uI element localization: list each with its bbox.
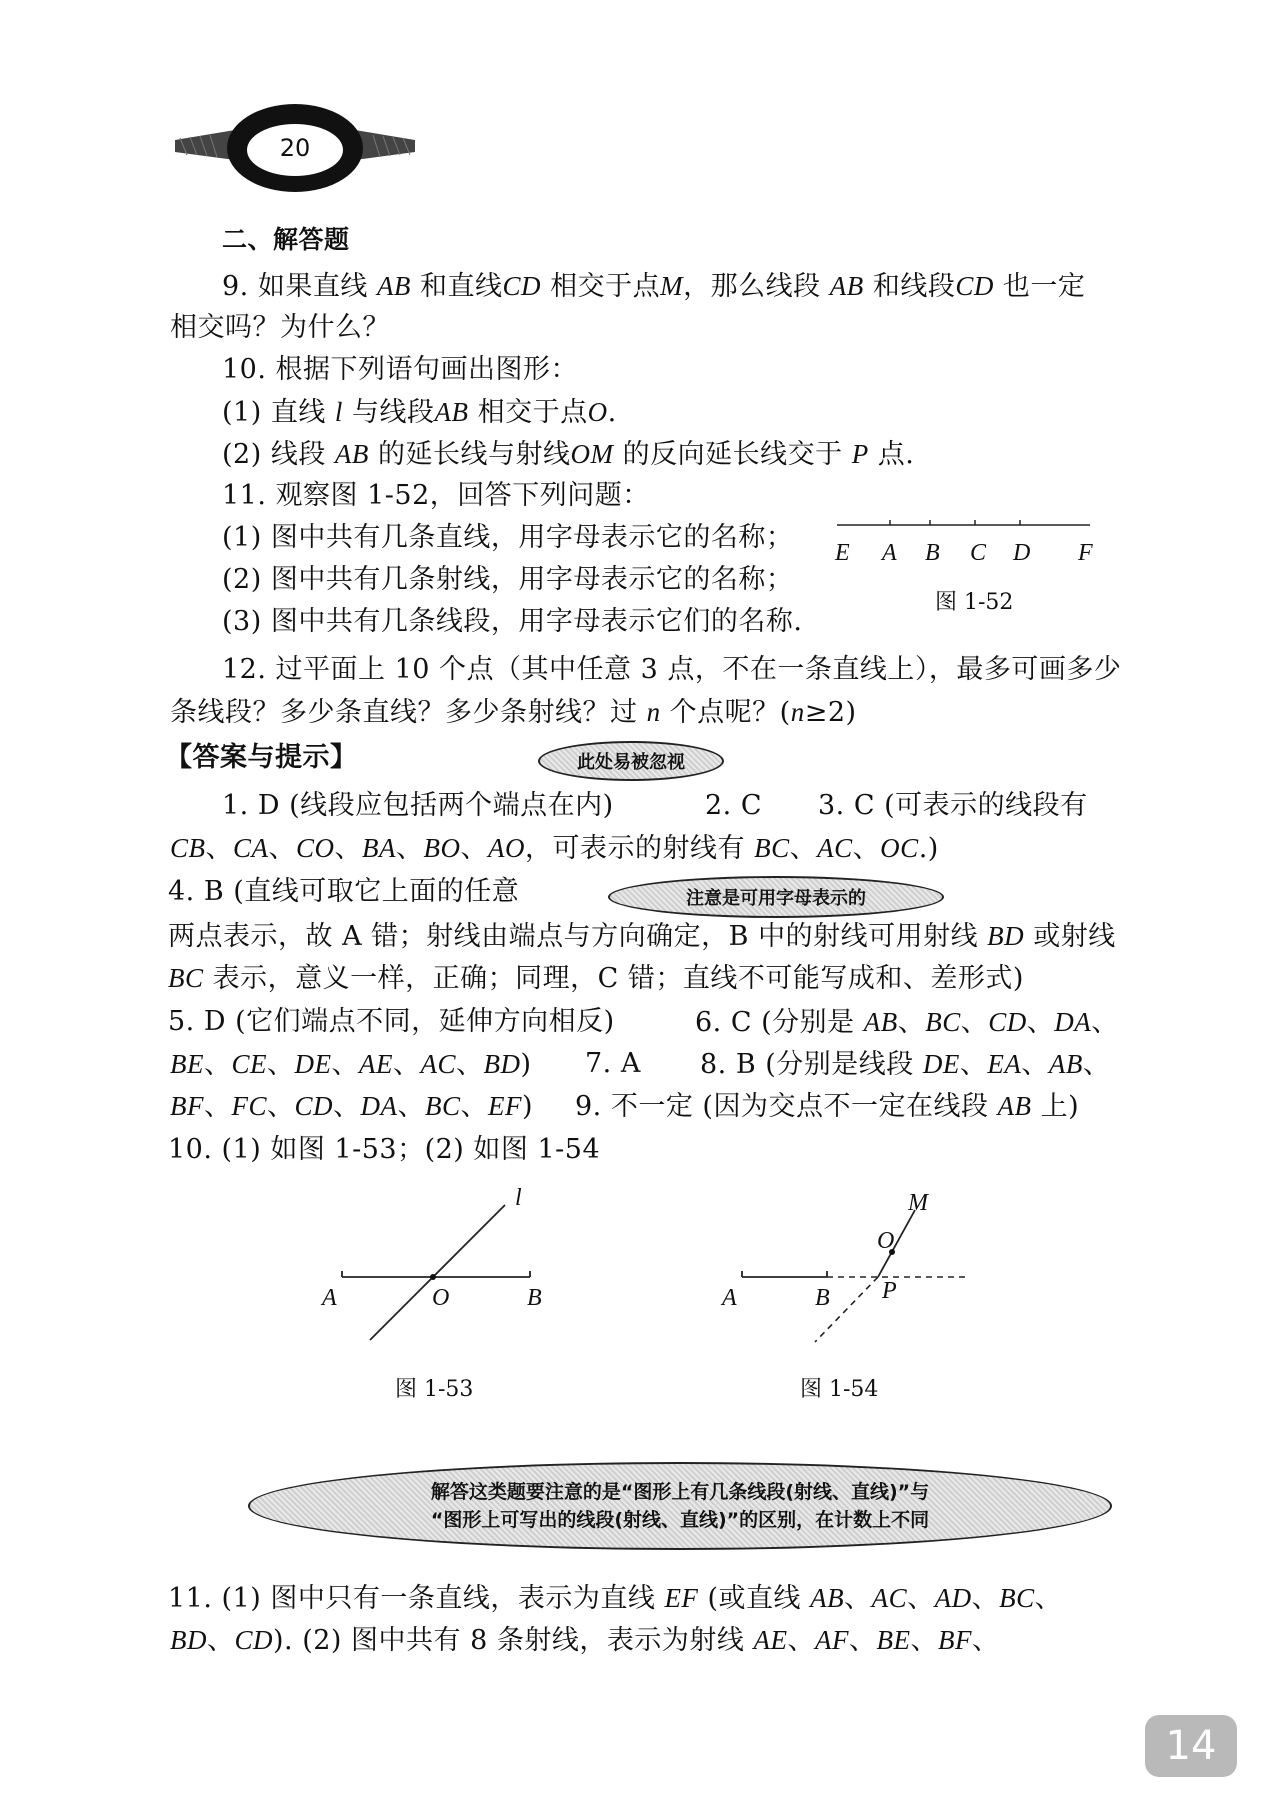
answer-11-line1: 11. (1) 图中只有一条直线，表示为直线 EF (或直线 AB、AC、AD、BC、 [168, 1583, 1063, 1614]
fig153-label-B: B [527, 1285, 542, 1311]
note-badge-letters: 注意是可用字母表示的 [608, 876, 944, 918]
fig154-caption: 图 1-54 [800, 1377, 879, 1402]
answers-header: 【答案与提示】 [165, 742, 358, 773]
answer-11-line2: BD、CD). (2) 图中共有 8 条射线，表示为射线 AE、AF、BE、BF、 [170, 1625, 1000, 1656]
page-indicator-badge[interactable]: 14 [1145, 1715, 1237, 1777]
page-number: 20 [279, 134, 311, 162]
answer-6: 6. C (分别是 AB、BC、CD、DA、 [695, 1007, 1119, 1038]
question-10-part2: (2) 线段 AB 的延长线与射线OM 的反向延长线交于 P 点. [222, 439, 915, 470]
section-title: 二、解答题 [222, 225, 350, 254]
answer-4-line2: 两点表示，故 A 错；射线由端点与方向确定，B 中的射线可用射线 BD 或射线 [168, 921, 1116, 952]
answer-3-line2: CB、CA、CO、BA、BO、AO，可表示的射线有 BC、AC、OC.) [170, 833, 939, 864]
fig152-caption: 图 1-52 [935, 590, 1014, 615]
question-9-line1: 9. 如果直线 AB 和直线CD 相交于点M，那么线段 AB 和线段CD 也一定 [222, 271, 1086, 302]
fig154-label-P: P [882, 1278, 897, 1304]
note-badge-overlooked: 此处易被忽视 [538, 741, 724, 781]
fig152-label-E: E [835, 540, 850, 566]
note-badge-counting-line2: “图形上可写出的线段(射线、直线)”的区别，在计数上不同 [430, 1509, 930, 1531]
answer-8-line2: BF、FC、CD、DA、BC、EF) [170, 1091, 534, 1122]
fig153-caption: 图 1-53 [395, 1377, 474, 1402]
fig153-label-O: O [432, 1285, 450, 1311]
question-11-part1: (1) 图中共有几条直线，用字母表示它的名称； [222, 522, 794, 553]
figure-1-53-diagram [330, 1190, 550, 1350]
question-9-line2: 相交吗？为什么？ [170, 312, 390, 343]
fig152-label-C: C [970, 540, 987, 566]
fig154-label-A: A [722, 1285, 737, 1311]
fig154-label-O: O [877, 1228, 895, 1254]
question-11-part2: (2) 图中共有几条射线，用字母表示它的名称； [222, 564, 794, 595]
answer-2: 2. C [705, 790, 763, 821]
answer-10: 10. (1) 如图 1-53；(2) 如图 1-54 [168, 1134, 601, 1165]
answer-7: 7. A [585, 1048, 641, 1079]
fig153-label-A: A [322, 1285, 337, 1311]
note-badge-counting-line1: 解答这类题要注意的是“图形上有几条线段(射线、直线)”与 [430, 1481, 930, 1503]
fig153-label-l: l [515, 1185, 522, 1211]
fig152-label-B: B [925, 540, 940, 566]
answer-4-line3: BC 表示，意义一样，正确；同理，C 错；直线不可能写成和、差形式) [168, 963, 1024, 994]
answer-4: 4. B (直线可取它上面的任意 [168, 876, 520, 907]
note-badge-counting [248, 1462, 1112, 1550]
answer-1: 1. D (线段应包括两个端点在内) [222, 790, 614, 821]
answer-8: 8. B (分别是线段 DE、EA、AB、 [700, 1049, 1111, 1080]
figure-1-52-line [835, 515, 1095, 535]
question-12-line1: 12. 过平面上 10 个点（其中任意 3 点，不在一条直线上），最多可画多少 [222, 654, 1122, 685]
fig152-label-A: A [882, 540, 897, 566]
answer-6-line2: BE、CE、DE、AE、AC、BD) [170, 1049, 532, 1080]
fig154-label-B: B [815, 1285, 830, 1311]
answer-9: 9. 不一定 (因为交点不一定在线段 AB 上) [575, 1091, 1080, 1122]
figure-1-54-diagram [730, 1190, 980, 1350]
fig152-label-D: D [1013, 540, 1031, 566]
fig154-label-M: M [908, 1190, 928, 1216]
question-12-line2: 条线段？多少条直线？多少条射线？过 n 个点呢？(n≥2) [170, 697, 857, 728]
question-11-title: 11. 观察图 1-52，回答下列问题： [222, 480, 650, 511]
answer-5: 5. D (它们端点不同，延伸方向相反) [168, 1006, 615, 1037]
question-10-part1: (1) 直线 l 与线段AB 相交于点O. [222, 397, 617, 428]
fig152-label-F: F [1078, 540, 1093, 566]
question-11-part3: (3) 图中共有几条线段，用字母表示它们的名称. [222, 606, 803, 637]
answer-3: 3. C (可表示的线段有 [818, 790, 1088, 821]
question-10-title: 10. 根据下列语句画出图形： [222, 354, 579, 385]
